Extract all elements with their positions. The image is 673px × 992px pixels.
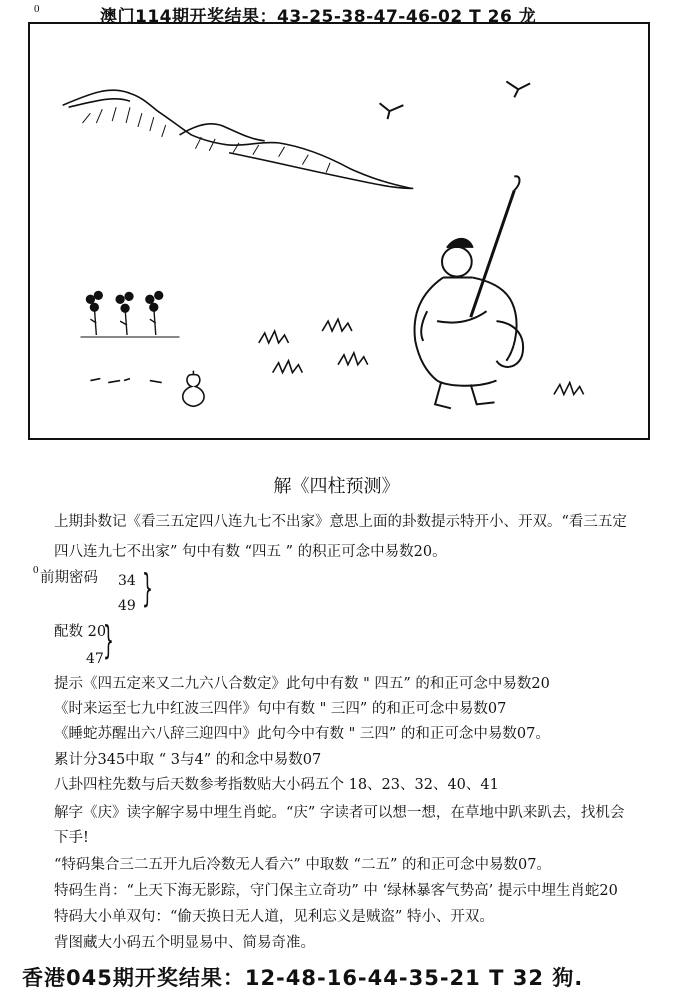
special-set-line: “特码集合三二五开九后冷数无人看六” 中取数 “二五” 的和正可念中易数07。 [54, 857, 551, 873]
pair-label: 配数 20 [54, 624, 107, 640]
corner-mark: 0 [34, 3, 40, 15]
back-image-line: 背图藏大小码五个明显易中、简易奇准。 [54, 935, 315, 951]
prev-code-value: 49 [118, 598, 136, 614]
pair-value: 47 [86, 651, 104, 667]
gourd [183, 371, 204, 407]
brace-symbol: } [142, 566, 153, 610]
prev-code-label: 前期密码 [40, 570, 98, 586]
hint-line: 《睡蛇苏醒出六八辞三迎四中》此句今中有数 " 三四” 的和正可念中易数07。 [54, 726, 550, 742]
paragraph-line: 上期卦数记《看三五定四八连九七不出家》意思上面的卦数提示特开小、开双。“看三五定 [54, 514, 627, 530]
prev-code-value: 34 [118, 573, 136, 589]
article-title: 解《四柱预测》 [273, 476, 400, 497]
paragraph-line: 四八连九七不出家” 句中有数 “四五 ” 的积正可念中易数20。 [54, 544, 447, 560]
mountains [63, 90, 414, 188]
footer-lottery-result: 香港045期开奖结果：12-48-16-44-35-21 T 32 狗. [22, 966, 584, 990]
sum-line: 累计分345中取 “ 3与4” 的和念中易数07 [54, 752, 322, 768]
boy-figure [415, 176, 524, 408]
riddle-line: 解字《庆》读字解字易中埋生肖蛇。“庆” 字读者可以想一想，在草地中趴来趴去，找机会 [54, 805, 625, 821]
brace-symbol: } [103, 618, 114, 662]
birds [380, 81, 531, 119]
flower-plants [80, 291, 179, 337]
zodiac-line: 特码生肖：“上天下海无影踪，守门保主立奇功” 中 ‘绿林暴客气势高’ 提示中埋生肖蛇20 [54, 883, 618, 899]
bagua-line: 八卦四柱先数与后天数参考指数贴大小码五个 18、23、32、40、41 [54, 777, 499, 793]
hint-line: 《时来运至七九中红波三四伴》句中有数 " 三四” 的和正可念中易数07 [54, 701, 507, 717]
hint-line: 提示《四五定来又二九六八合数定》此句中有数 " 四五” 的和正可念中易数20 [54, 676, 550, 692]
size-line: 特码大小单双句：“偷天换日无人道，见利忘义是贼盗” 特小、开双。 [54, 909, 494, 925]
ink-illustration [30, 24, 648, 438]
riddle-line: 下手! [54, 830, 89, 846]
corner-mark: 0 [33, 564, 39, 576]
illustration-frame [28, 22, 650, 440]
header-lottery-result: 澳门114期开奖结果：43-25-38-47-46-02 T 26 龙 [100, 7, 537, 27]
